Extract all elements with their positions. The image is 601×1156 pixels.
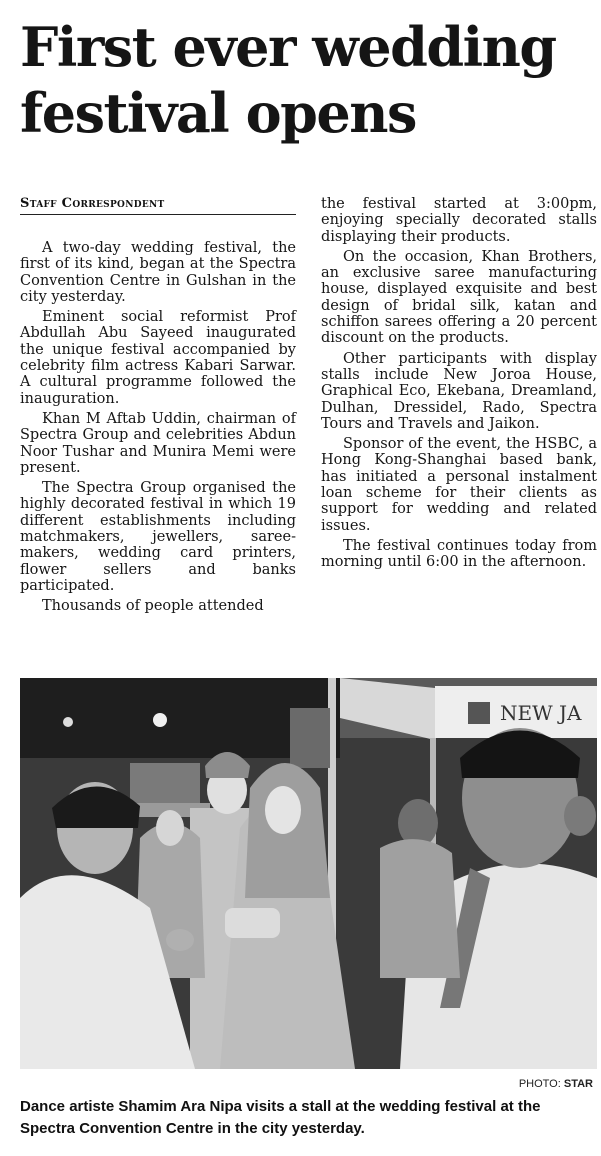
news-photo (20, 678, 597, 1069)
paragraph: Eminent social reformist Prof Abdullah Abu Sayeed inaugurated the unique festival accompanied by celebrity film actress Kabari Sarwar. A cultural programme followed the inauguration. (20, 309, 296, 407)
article-column-1 (20, 240, 296, 619)
byline: Staff Correspondent (20, 196, 296, 215)
article-column-2 (321, 196, 597, 575)
paragraph: Thousands of people attended (42, 598, 264, 615)
photo-credit (519, 1078, 593, 1090)
paragraph: The festival continues today from morning until 6:00 in the afternoon. (321, 537, 597, 571)
paragraph: Sponsor of the event, the HSBC, a Hong Kong-Shanghai based bank, has initiated a personal instalment loan scheme for their clients as support for wedding and related issues. (321, 436, 597, 534)
paragraph: Other participants with display stalls include New Joroa House, Graphical Eco, Ekebana, Dreamland, Dulhan, Dressidel, Rado, Spectra Tours and Travels and Jaikon. (321, 350, 597, 432)
paragraph: A two-day wedding festival, the first of its kind, began at the Spectra Convention Centre in Gulshan in the city yesterday. (20, 240, 296, 305)
photo-credit-label: PHOTO: (518, 1078, 561, 1090)
stall-sign: NEW JA (500, 701, 582, 725)
photo-credit-source: STAR (563, 1078, 593, 1090)
paragraph: Khan M Aftab Uddin, chairman of Spectra Group and celebrities Abdun Noor Tushar and Munira Memi were present. (20, 410, 296, 476)
photo-caption: Dance artiste Shamim Ara Nipa visits a stall at the wedding festival at the Spectra Convention Centre in the city yesterday. (20, 1098, 541, 1137)
headline: First ever wedding festival opens (20, 15, 556, 145)
paragraph: The Spectra Group organised the highly decorated festival in which 19 different establishments including matchmakers, jewellers, saree-makers, wedding card printers, flower sellers and banks participated. (20, 480, 296, 594)
paragraph: On the occasion, Khan Brothers, an exclusive saree manufacturing house, displayed exquisite and best design of bridal silk, katan and schiffon sarees offering a 20 percent discount on the products. (321, 248, 597, 347)
paragraph: the festival started at 3:00pm, enjoying specially decorated stalls displaying their products. (321, 196, 597, 245)
